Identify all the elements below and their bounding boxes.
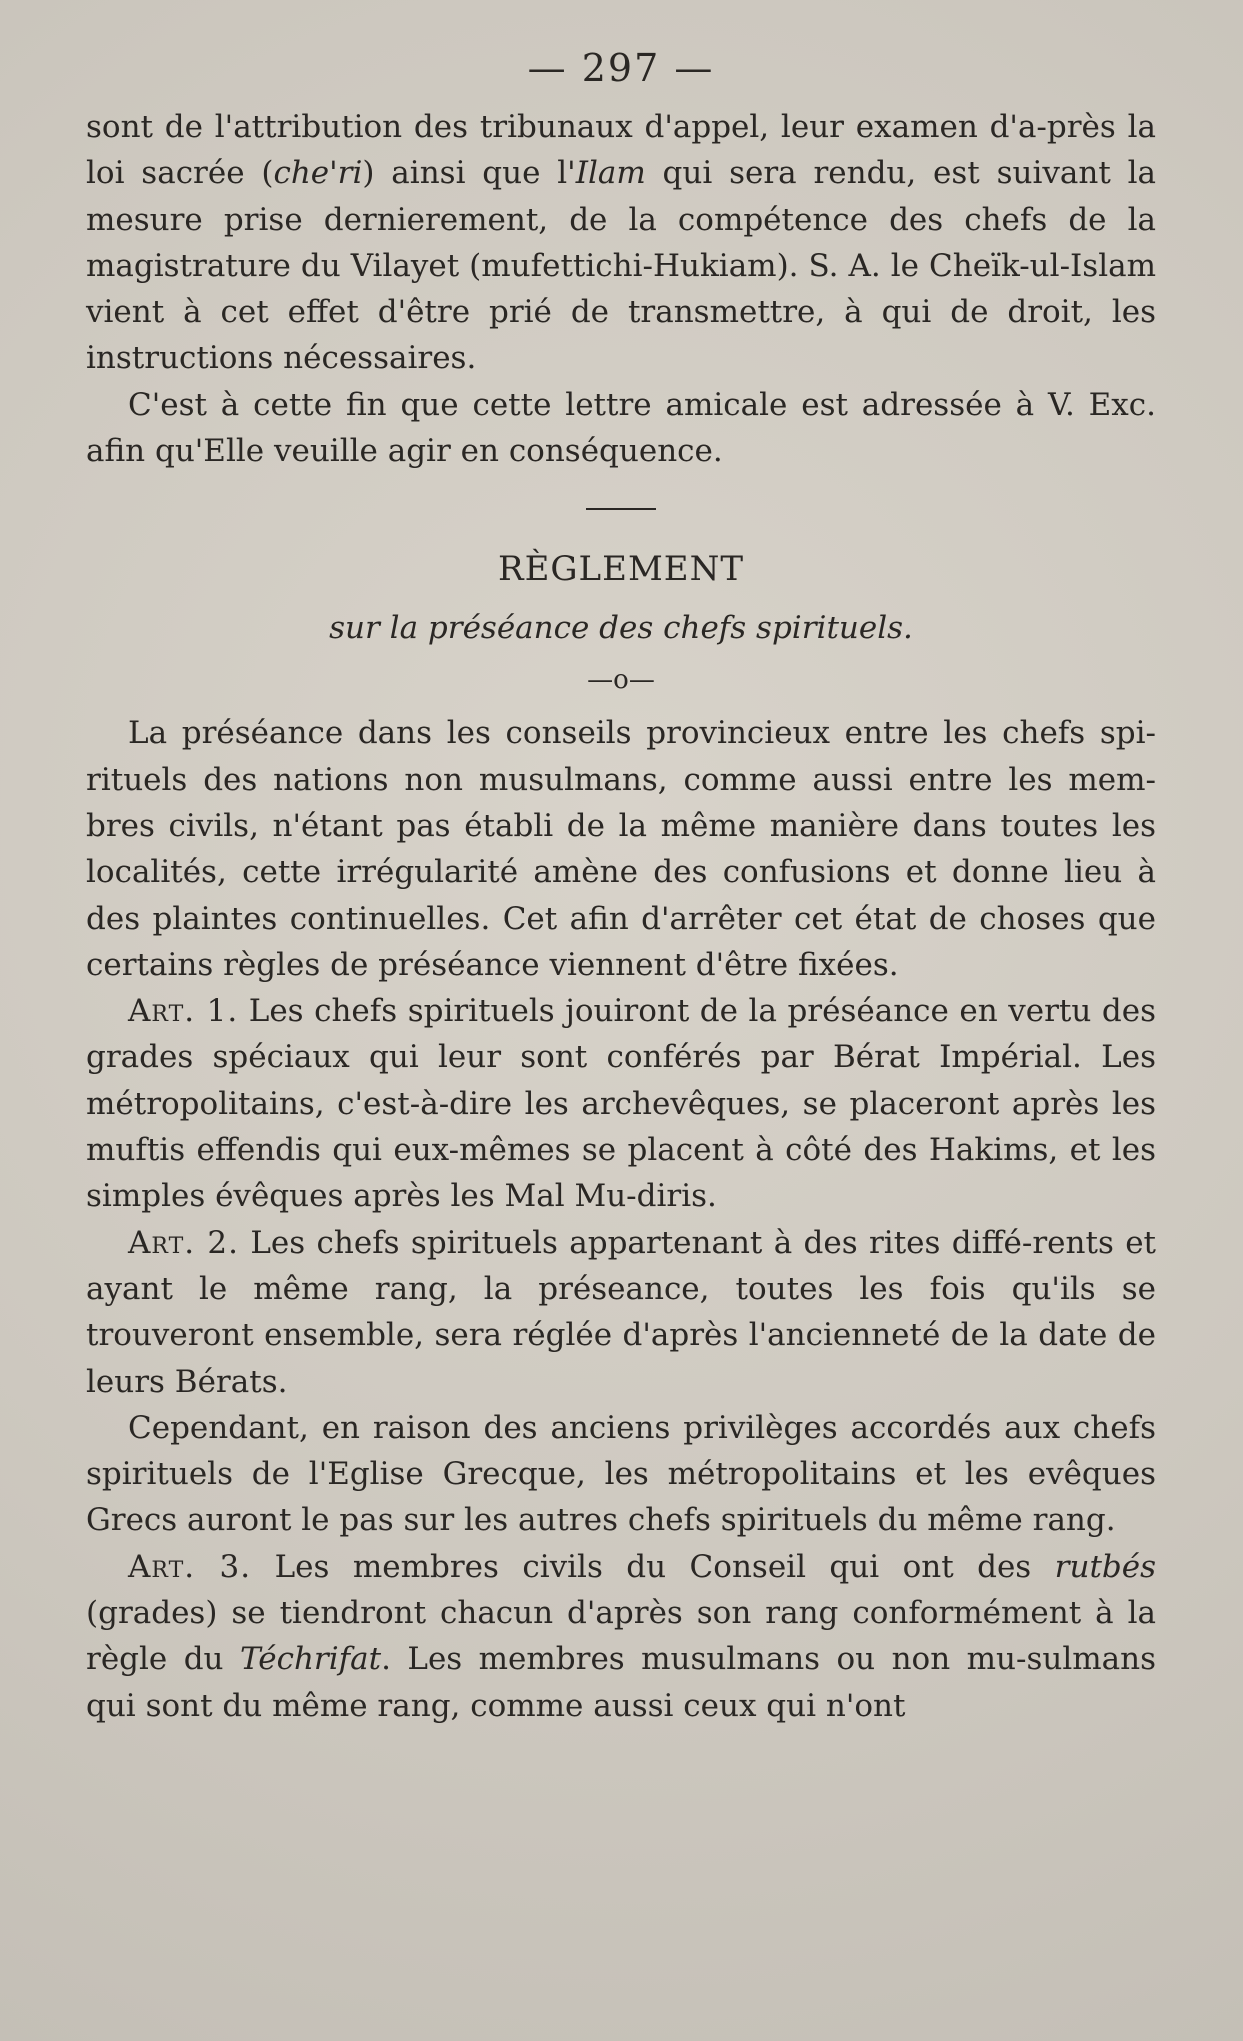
paragraph-p6 xyxy=(86,1405,1156,1544)
text-segment: Les chefs spirituels appartenant à des rites diffé-rents et ayant le même rang, la préseance, toutes les fois qu'ils se trouveront ensemble, sera réglée d'après l'ancienneté de la date de leurs Bérats. xyxy=(86,1224,1156,1400)
text-segment: Les chefs spirituels jouiront de la préséance en vertu des grades spéciaux qui leur sont conférés par Bérat Impérial. Les métropolitains, c'est-à-dire les archevêques, se placeront après les muftis effendis qui eux-mêmes se placent à côté des Hakims, et les simples évêques après les Mal Mu-diris. xyxy=(86,993,1156,1215)
text-segment: Les membres civils du Conseil qui ont des xyxy=(251,1548,1055,1585)
text-segment: . Les membres musulmans ou non mu-sulmans qui sont du même rang, comme aussi ceux qui n'ont xyxy=(86,1641,1157,1724)
page-number: — 297 — xyxy=(527,46,715,90)
text-segment: sont de l'attribution des tribunaux d'appel, leur examen d'a-près la loi sacrée ( xyxy=(86,109,1156,192)
article-label: Art. 3. xyxy=(128,1548,252,1585)
text-segment: qui sera rendu, est suivant la mesure prise dernierement, de la compétence des chefs de la magistrature du Vilayet (mufettichi-Hukiam). S. A. le Cheïk-ul-Islam vient à cet effet d'être prié de transmettre, à qui de droit, les instructions nécessaires. xyxy=(86,155,1156,377)
italic-term: che'ri xyxy=(273,155,363,192)
intro-text xyxy=(86,104,1156,474)
italic-term: Téchrifat xyxy=(239,1641,382,1678)
section-divider-rule xyxy=(586,508,656,510)
paragraph-p4 xyxy=(86,988,1156,1219)
text-segment: (grades) se tiendront chacun d'après son rang conformément à la règle du xyxy=(86,1595,1156,1678)
paragraph-p5 xyxy=(86,1220,1156,1405)
section-ornament: —o— xyxy=(587,665,655,696)
text-segment: Cependant, en raison des anciens privilèges accordés aux chefs spirituels de l'Eglise Grecque, les métropolitains et les evêques Grecs auront le pas sur les autres chefs spirituels du même rang. xyxy=(86,1409,1156,1539)
paragraph-p3 xyxy=(86,710,1156,988)
text-segment: C'est à cette fin que cette lettre amicale est adressée à V. Exc. afin qu'Elle veuille agir en conséquence. xyxy=(86,386,1156,470)
page-content xyxy=(86,38,1156,1729)
paragraph-p1 xyxy=(86,104,1156,382)
paragraph-p7 xyxy=(86,1544,1156,1729)
regulation-body xyxy=(86,710,1156,1729)
text-segment: ) ainsi que l' xyxy=(362,155,576,192)
section-title: RÈGLEMENT xyxy=(497,549,745,590)
section-subtitle: sur la préséance des chefs spirituels. xyxy=(329,610,913,647)
italic-term: Ilam xyxy=(575,155,646,192)
article-label: Art. 2. xyxy=(128,1224,240,1261)
article-label: Art. 1. xyxy=(128,993,239,1030)
text-segment: La préséance dans les conseils provincieux entre les chefs spi-rituels des nations non musulmans, comme aussi entre les mem-bres civils, n'étant pas établi de la même manière dans toutes les localités, cette irrégularité amène des confusions et donne lieu à des plaintes continuelles. Cet afin d'arrêter cet état de choses que certains règles de préséance viennent d'être fixées. xyxy=(86,715,1156,983)
paragraph-p2 xyxy=(86,382,1156,475)
italic-term: rutbés xyxy=(1054,1548,1157,1585)
